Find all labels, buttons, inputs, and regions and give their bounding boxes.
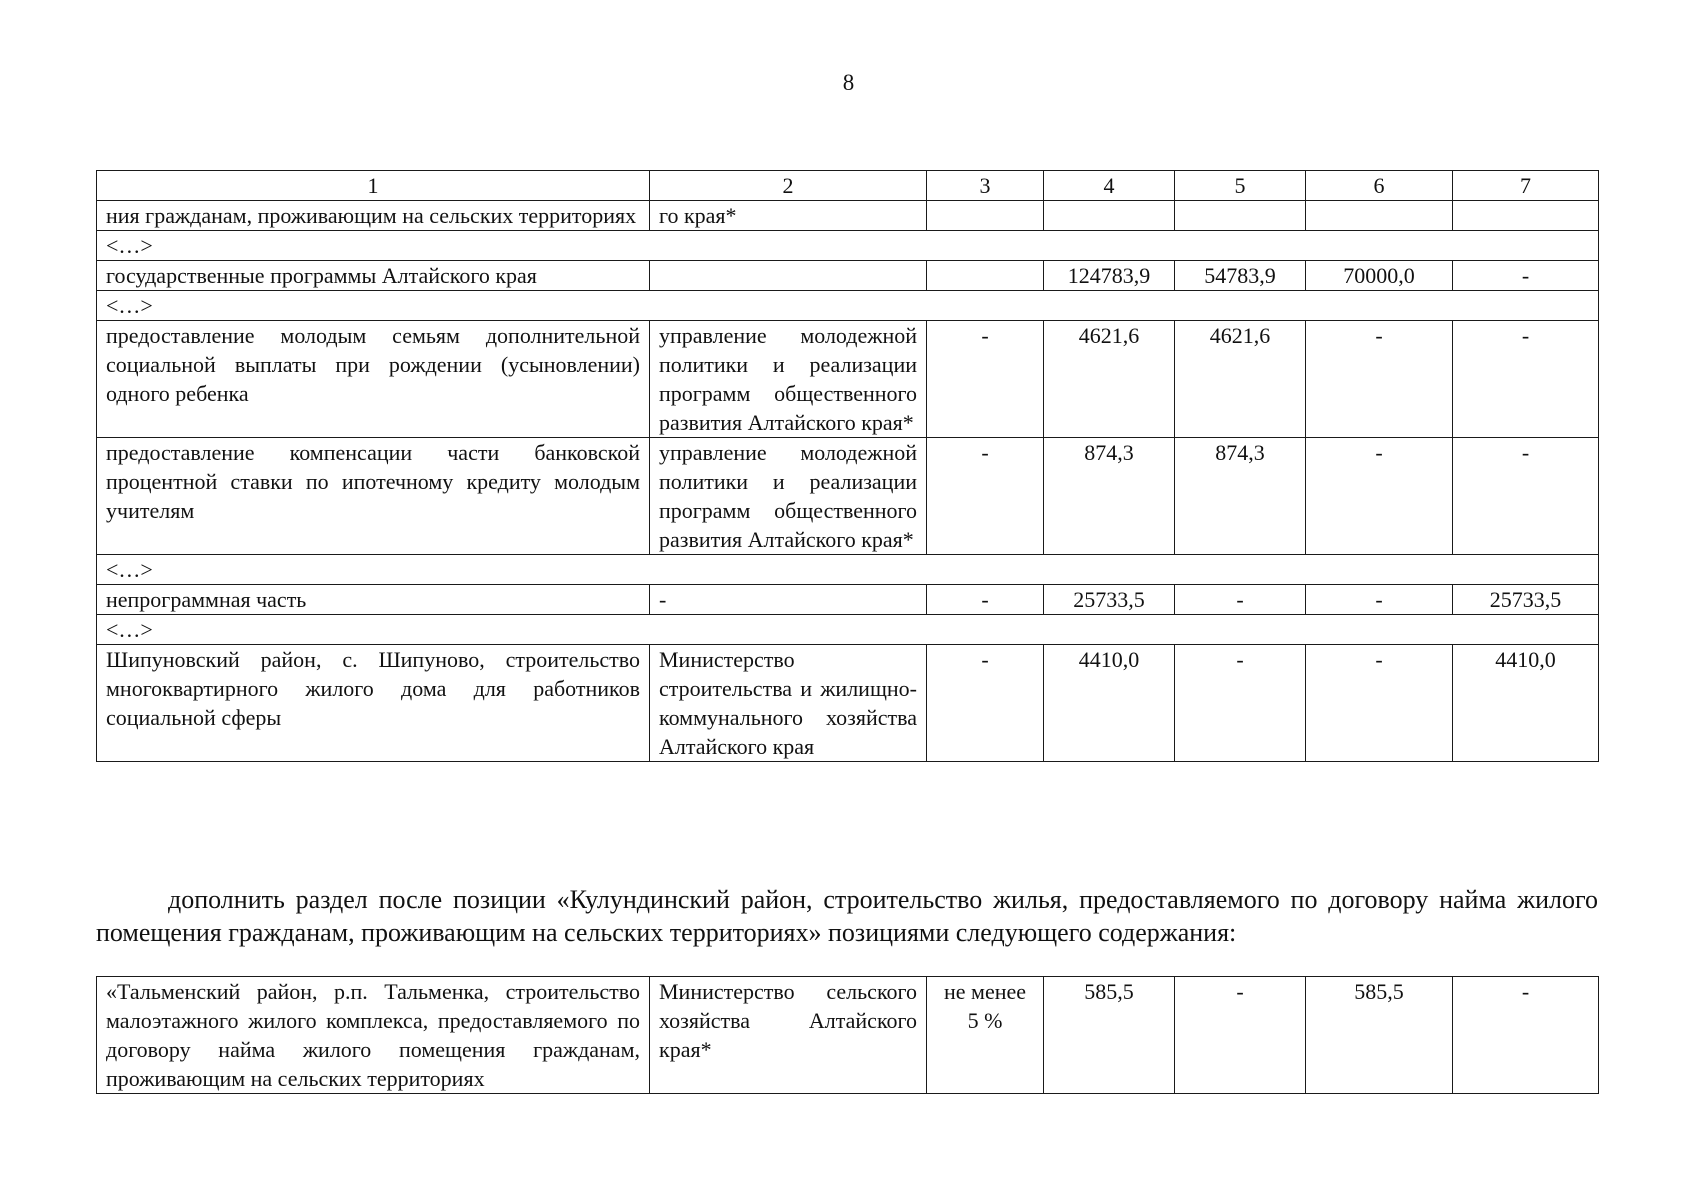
main-table-body bbox=[97, 171, 1599, 762]
table-cell-col1: предоставление компенсации части банковской процентной ставки по ипотечному кредиту молодым учителям bbox=[97, 438, 650, 555]
table-cell-col2 bbox=[650, 261, 927, 291]
table-cell-col7 bbox=[1453, 201, 1599, 231]
table-row bbox=[97, 585, 1599, 615]
ellipsis-row bbox=[97, 231, 1599, 261]
ellipsis-marker: <…> bbox=[97, 615, 1599, 645]
ellipsis-row bbox=[97, 555, 1599, 585]
table-cell-col4: 4621,6 bbox=[1044, 321, 1175, 438]
main-table bbox=[96, 170, 1599, 762]
table-cell-col1: государственные программы Алтайского края bbox=[97, 261, 650, 291]
table-cell-col4: 585,5 bbox=[1044, 977, 1175, 1094]
table-cell-col1: непрограммная часть bbox=[97, 585, 650, 615]
amendment-paragraph: дополнить раздел после позиции «Кулундинский район, строительство жилья, предоставляемого по договору найма жилого помещения гражданам, проживающим на сельских территориях» позициями следующего содержания: bbox=[96, 885, 1598, 947]
table-cell-col2: управление молодежной политики и реализации программ общественного развития Алтайского края* bbox=[650, 438, 927, 555]
table-cell-col2: Министерство сельского хозяйства Алтайского края* bbox=[650, 977, 927, 1094]
header-cell: 6 bbox=[1306, 171, 1453, 201]
table-cell-col4: 124783,9 bbox=[1044, 261, 1175, 291]
table-cell-col3: - bbox=[927, 321, 1044, 438]
table-cell-col7: - bbox=[1453, 438, 1599, 555]
table-cell-col3: не менее 5 % bbox=[927, 977, 1044, 1094]
table-row bbox=[97, 201, 1599, 231]
table-cell-col7: 25733,5 bbox=[1453, 585, 1599, 615]
table-cell-col1: «Тальменский район, р.п. Тальменка, строительство малоэтажного жилого комплекса, предоставляемого по договору найма жилого помещения гражданам, проживающим на сельских территориях bbox=[97, 977, 650, 1094]
table-cell-col1: предоставление молодым семьям дополнительной социальной выплаты при рождении (усыновлении) одного ребенка bbox=[97, 321, 650, 438]
table-cell-col2: управление молодежной политики и реализации программ общественного развития Алтайского края* bbox=[650, 321, 927, 438]
page-number: 8 bbox=[842, 70, 855, 95]
header-cell: 3 bbox=[927, 171, 1044, 201]
table-cell-col5: - bbox=[1175, 977, 1306, 1094]
table-cell-col7: - bbox=[1453, 977, 1599, 1094]
table-row bbox=[97, 261, 1599, 291]
table-cell-col5: - bbox=[1175, 585, 1306, 615]
table-cell-col6: - bbox=[1306, 645, 1453, 762]
table-cell-col3: - bbox=[927, 645, 1044, 762]
addition-table bbox=[96, 976, 1599, 1094]
table-row bbox=[97, 438, 1599, 555]
table-row bbox=[97, 977, 1599, 1094]
table-cell-col7: - bbox=[1453, 261, 1599, 291]
table-cell-col5: 54783,9 bbox=[1175, 261, 1306, 291]
table-cell-col4 bbox=[1044, 201, 1175, 231]
table-header-row bbox=[97, 171, 1599, 201]
table-cell-col5 bbox=[1175, 201, 1306, 231]
table-cell-col4: 874,3 bbox=[1044, 438, 1175, 555]
table-cell-col6: - bbox=[1306, 585, 1453, 615]
table-cell-col2: Министерство строительства и жилищно-коммунального хозяйства Алтайского края bbox=[650, 645, 927, 762]
table-cell-col2: го края* bbox=[650, 201, 927, 231]
table-cell-col7: - bbox=[1453, 321, 1599, 438]
table-cell-col3: - bbox=[927, 585, 1044, 615]
header-cell: 5 bbox=[1175, 171, 1306, 201]
ellipsis-row bbox=[97, 291, 1599, 321]
header-cell: 1 bbox=[97, 171, 650, 201]
header-cell: 2 bbox=[650, 171, 927, 201]
table-cell-col3 bbox=[927, 201, 1044, 231]
addition-table-body bbox=[97, 977, 1599, 1094]
table-cell-col5: - bbox=[1175, 645, 1306, 762]
ellipsis-marker: <…> bbox=[97, 291, 1599, 321]
table-cell-col1: ния гражданам, проживающим на сельских территориях bbox=[97, 201, 650, 231]
table-cell-col6: - bbox=[1306, 438, 1453, 555]
table-cell-col5: 4621,6 bbox=[1175, 321, 1306, 438]
ellipsis-marker: <…> bbox=[97, 231, 1599, 261]
table-cell-col4: 4410,0 bbox=[1044, 645, 1175, 762]
header-cell: 4 bbox=[1044, 171, 1175, 201]
table-cell-col1: Шипуновский район, с. Шипуново, строительство многоквартирного жилого дома для работников социальной сферы bbox=[97, 645, 650, 762]
ellipsis-marker: <…> bbox=[97, 555, 1599, 585]
table-row bbox=[97, 321, 1599, 438]
ellipsis-row bbox=[97, 615, 1599, 645]
table-cell-col3: - bbox=[927, 438, 1044, 555]
table-cell-col5: 874,3 bbox=[1175, 438, 1306, 555]
table-cell-col3 bbox=[927, 261, 1044, 291]
table-cell-col6: - bbox=[1306, 321, 1453, 438]
table-cell-col2: - bbox=[650, 585, 927, 615]
table-row bbox=[97, 645, 1599, 762]
table-cell-col7: 4410,0 bbox=[1453, 645, 1599, 762]
table-cell-col6: 585,5 bbox=[1306, 977, 1453, 1094]
table-cell-col4: 25733,5 bbox=[1044, 585, 1175, 615]
table-cell-col6: 70000,0 bbox=[1306, 261, 1453, 291]
table-cell-col6 bbox=[1306, 201, 1453, 231]
header-cell: 7 bbox=[1453, 171, 1599, 201]
